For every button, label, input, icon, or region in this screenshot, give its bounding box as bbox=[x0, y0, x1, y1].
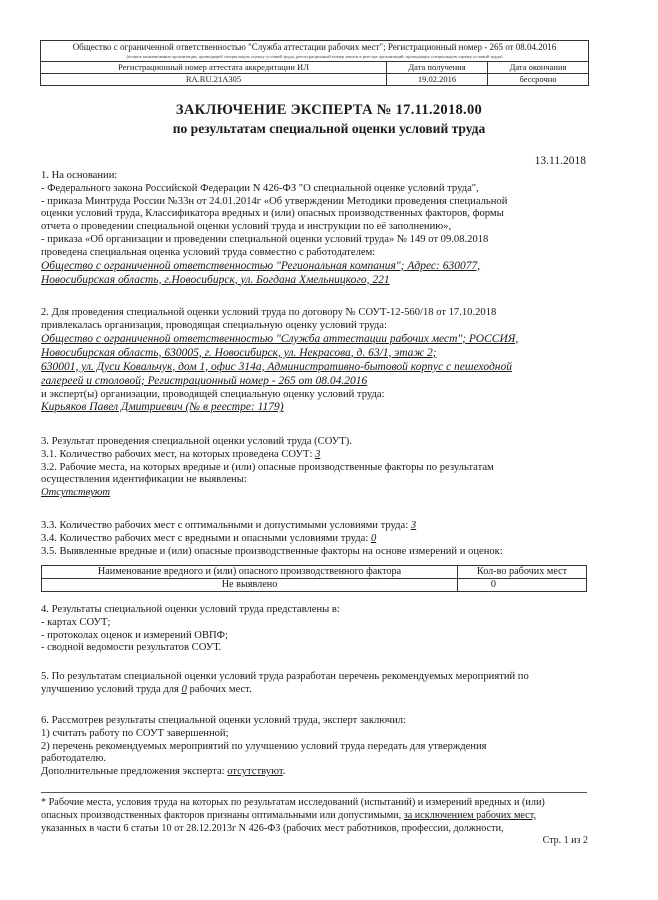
s5-line: 5. По результатам специальной оценки условий труда разработан перечень рекомендуемых мероприятий по bbox=[41, 671, 529, 682]
s3-4-label: 3.4. Количество рабочих мест с вредными и опасными условиями труда: bbox=[41, 532, 369, 544]
s3-line: осуществления идентификации не выявлены: bbox=[41, 474, 247, 486]
s1-line: отчета о проведении специальной оценки условий труда и инструкции по её заполнению», bbox=[41, 221, 452, 233]
s5-after: рабочих мест. bbox=[189, 683, 252, 695]
employer-name: Общество с ограниченной ответственностью "Региональная компания"; Адрес: 630077, bbox=[41, 259, 481, 272]
s5-before: улучшению условий труда для bbox=[41, 683, 179, 695]
header-caption: (полное наименование организации, проводящей специальную оценку условий труда, регистрационный номер записи в реестре организаций, проводящих специальную оценку условий труда) bbox=[126, 54, 503, 59]
accreditation-table bbox=[41, 62, 588, 85]
section-3-counts bbox=[41, 520, 591, 558]
assessor-org-line: галереей и столовой; Регистрационный номер - 265 от 08.04.2016 bbox=[41, 374, 368, 387]
no-factor-workplaces: Отсутствуют bbox=[41, 487, 111, 499]
s4-line: - картах СОУТ; bbox=[41, 616, 111, 628]
s4-line: - сводной ведомости результатов СОУТ. bbox=[41, 642, 222, 654]
s3-line: 3.2. Рабочие места, на которых вредные и (или) опасные производственные факторы по результатам bbox=[41, 461, 494, 473]
footnote-underlined: за исключением рабочих мест, bbox=[403, 809, 536, 821]
footnote-line-2: опасных производственных факторов признаны оптимальными или допустимыми, bbox=[41, 809, 402, 821]
assessor-org-line: Новосибирская область, 630005, г. Новосибирск, ул. Некрасова, д. 63/1, этаж 2; bbox=[41, 346, 437, 359]
footnote-line: * Рабочие места, условия труда на которых по результатам исследований (испытаний) и измерений вредных и (или) bbox=[41, 797, 545, 808]
accreditation-label: Регистрационный номер аттестата аккредитации ИЛ bbox=[41, 62, 387, 74]
received-value: 19.02.2016 bbox=[387, 74, 488, 86]
s1-line: 1. На основании: bbox=[41, 170, 118, 181]
document-title: ЗАКЛЮЧЕНИЕ ЭКСПЕРТА № 17.11.2018.00 bbox=[175, 102, 483, 118]
factors-table-header-factor: Наименование вредного и (или) опасного производственного фактора bbox=[42, 566, 458, 579]
s3-1-label: 3.1. Количество рабочих мест, на которых проведена СОУТ: bbox=[41, 448, 313, 460]
s3-4-value: 0 bbox=[371, 532, 377, 544]
s6-additional-value: отсутствуют bbox=[227, 766, 283, 778]
accreditation-value: RA.RU.21A305 bbox=[41, 74, 387, 86]
s6-line: 6. Рассмотрев результаты специальной оценки условий труда, эксперт заключил: bbox=[41, 715, 406, 726]
s1-line: оценки условий труда, Классификатора вредных и (или) опасных производственных факторов, формы bbox=[41, 208, 504, 220]
header-organization: Общество с ограниченной ответственностью "Служба аттестации рабочих мест"; Регистрационный номер - 265 от 08.04.2016 bbox=[72, 42, 557, 52]
section-2 bbox=[41, 307, 591, 415]
factors-table-cell-count: 0 bbox=[458, 579, 587, 592]
s3-1-value: 3 bbox=[315, 448, 321, 460]
section-4 bbox=[41, 604, 591, 655]
s3-line: 3. Результат проведения специальной оценки условий труда (СОУТ). bbox=[41, 436, 352, 447]
assessor-org-line: 630001, ул. Дуси Ковальчук, дом 1, офис 314а, Административно-бытовой корпус с пешеходной bbox=[41, 360, 512, 373]
section-5 bbox=[41, 671, 591, 697]
section-3 bbox=[41, 436, 591, 500]
header-box bbox=[40, 40, 589, 86]
footnote-divider bbox=[41, 792, 587, 793]
factors-table-cell-factor: Не выявлено bbox=[42, 579, 458, 592]
s1-line: - приказа «Об организации и проведении специальной оценки условий труда» № 149 от 09.08.2018 bbox=[41, 233, 489, 245]
end-value: бессрочно bbox=[519, 74, 557, 84]
s2-line: привлекалась организация, проводящая специальную оценку условий труда: bbox=[41, 319, 387, 331]
header-organization-row bbox=[41, 41, 588, 62]
received-label: Дата получения bbox=[387, 62, 488, 74]
document-date: 13.11.2018 bbox=[534, 155, 586, 167]
s4-line: - протоколах оценок и измерений ОВПФ; bbox=[41, 629, 228, 641]
factors-table-header-count: Кол-во рабочих мест bbox=[458, 566, 587, 579]
end-label: Дата окончания bbox=[488, 62, 589, 74]
s6-line: работодателю. bbox=[41, 753, 107, 765]
s2-line: 2. Для проведения специальной оценки условий труда по договору № СОУТ-12-560/18 от 17.10.2018 bbox=[41, 307, 497, 318]
s3-3-value: 3 bbox=[410, 520, 417, 531]
s3-3-label: 3.3. Количество рабочих мест с оптимальными и допустимыми условиями труда: bbox=[41, 520, 409, 531]
expert-name: Кирьяков Павел Дмитриевич (№ в реестре: 1179) bbox=[41, 401, 284, 414]
page-number: Стр. 1 из 2 bbox=[542, 835, 588, 846]
s5-value: 0 bbox=[181, 683, 187, 695]
s6-line: 2) перечень рекомендуемых мероприятий по улучшению условий труда передать для утверждения bbox=[41, 740, 487, 752]
s1-line: проведена специальная оценка условий труда совместно с работодателем: bbox=[41, 246, 376, 258]
section-6: 6. Рассмотрев результаты специальной оценки условий труда, эксперт заключил: 1) считать работу по СОУТ завершенной; 2) перечень рекомендуемых мероприятий по улучшению условий труда передать для утверждения работодателю. Дополнительные предложения эксперта: отсутствуют. bbox=[41, 715, 591, 779]
s3-line: 3.5. Выявленные вредные и (или) опасные производственные факторы на основе измерений и оценок: bbox=[41, 545, 503, 557]
factors-table bbox=[41, 565, 587, 592]
footnote bbox=[41, 797, 589, 835]
s4-line: 4. Результаты специальной оценки условий труда представлены в: bbox=[41, 604, 340, 615]
s1-line: - Федерального закона Российской Федерации N 426-ФЗ "О специальной оценке условий труда", bbox=[41, 182, 479, 194]
assessor-org-line: Общество с ограниченной ответственностью "Служба аттестации рабочих мест"; РОССИЯ, bbox=[41, 332, 519, 345]
s1-line: - приказа Минтруда России №33н от 24.01.2014г «Об утверждении Методики проведения специальной bbox=[41, 195, 508, 207]
footnote-line: указанных в части 6 статьи 10 от 28.12.2013г N 426-ФЗ (рабочих мест работников, профессии, должности, bbox=[41, 822, 504, 834]
s2-line: и эксперт(ы) организации, проводящей специальную оценку условий труда: bbox=[41, 388, 385, 400]
s6-line: 1) считать работу по СОУТ завершенной; bbox=[41, 727, 229, 739]
employer-address: Новосибирская область, г.Новосибирск, ул. Богдана Хмельницкого, 221 bbox=[41, 273, 390, 286]
document-subtitle: по результатам специальной оценки условий труда bbox=[172, 121, 486, 136]
section-1 bbox=[41, 170, 591, 288]
s6-additional-label: Дополнительные предложения эксперта: bbox=[41, 766, 225, 778]
